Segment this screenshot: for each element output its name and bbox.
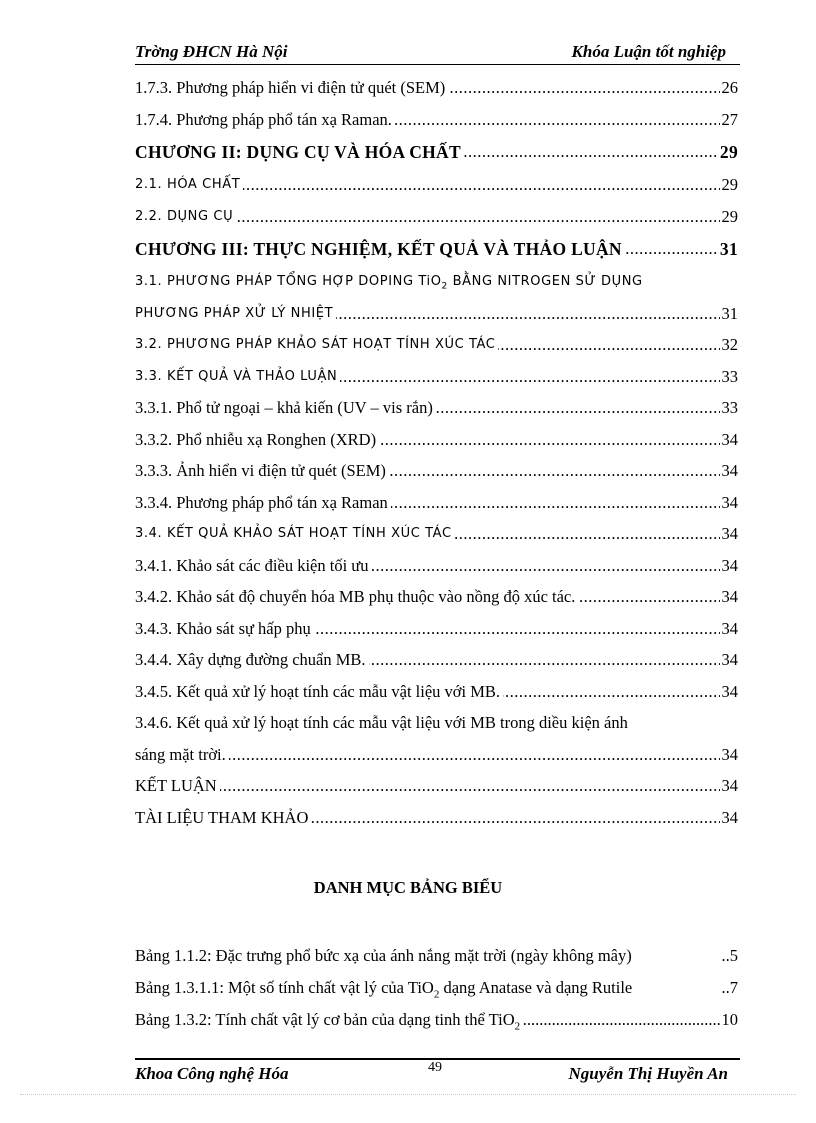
toc-entry-label: CHƯƠNG II: DỤNG CỤ VÀ HÓA CHẤT xyxy=(135,135,464,169)
toc-entry-label: 3.1. PHƯƠNG PHÁP TỔNG HỢP DOPING TiO xyxy=(135,274,442,289)
toc-entry-label: sáng mặt trời. xyxy=(135,739,229,771)
toc-entry-label: 3.4. KẾT QUẢ KHẢO SÁT HOẠT TÍNH XÚC TÁC xyxy=(135,518,455,550)
toc-entry-page: 34 xyxy=(720,676,739,708)
toc-entry xyxy=(135,487,738,519)
toc-entry-page: 34 xyxy=(720,739,739,771)
toc-entry xyxy=(135,613,738,645)
subscript: 2 xyxy=(441,281,448,292)
dot-leader xyxy=(135,770,738,802)
table-entry-page: ..7 xyxy=(720,972,739,1004)
toc-entry xyxy=(135,802,738,834)
toc-entry-label: 3.4.4. Xây dựng đường chuẩn MB. xyxy=(135,644,369,676)
table-entry-label xyxy=(135,1004,522,1042)
toc-entry-label: 3.4.5. Kết quả xử lý hoạt tính các mẫu vật liệu với MB. xyxy=(135,676,503,708)
toc-entry-label: BẰNG NITROGEN SỬ DỤNG xyxy=(447,274,643,289)
toc-entry-page: 34 xyxy=(720,802,739,834)
toc-entry xyxy=(135,104,738,136)
toc-entry-label: PHƯƠNG PHÁP XỬ LÝ NHIỆT xyxy=(135,298,336,330)
toc-entry-label: KẾT LUẬN xyxy=(135,770,220,802)
toc-entry xyxy=(135,518,738,550)
header-thesis: Khóa Luận tốt nghiệp xyxy=(571,42,726,61)
toc-entry-label: 1.7.3. Phương pháp hiển vi điện tử quét (SEM) xyxy=(135,72,448,104)
list-of-tables xyxy=(135,940,738,1036)
header-school: Trờng ĐHCN Hà Nội xyxy=(135,42,288,61)
toc-entry-page: 34 xyxy=(720,518,739,550)
toc-entry-label: 3.3.2. Phổ nhiễu xạ Ronghen (XRD) xyxy=(135,424,379,456)
toc-entry-page: 26 xyxy=(720,72,739,104)
table-entry-page: ..5 xyxy=(720,940,739,972)
toc-entry-label: 1.7.4. Phương pháp phổ tán xạ Raman. xyxy=(135,104,395,136)
toc-entry-page: 31 xyxy=(718,232,738,266)
toc-entry-label: 3.3.1. Phổ tử ngoại – khả kiến (UV – vis rắn) xyxy=(135,392,436,424)
toc-entry-page: 29 xyxy=(720,169,739,201)
page-header xyxy=(135,42,740,65)
toc-entry xyxy=(135,169,738,201)
toc-entry-3-1-line1 xyxy=(135,266,738,298)
subscript: 2 xyxy=(514,1020,521,1033)
toc-entry-3-1-line2 xyxy=(135,298,738,330)
toc-entry-page: 33 xyxy=(720,392,739,424)
toc-entry-page: 34 xyxy=(720,613,739,645)
table-entry-text: Bảng 1.3.2: Tính chất vật lý cơ bản của dạng tinh thể TiO xyxy=(135,1010,515,1029)
table-entry-page: 10 xyxy=(720,1004,739,1036)
toc-entry xyxy=(135,329,738,361)
toc-entry xyxy=(135,201,738,233)
toc-entry xyxy=(135,392,738,424)
table-entry-text: Bảng 1.1.2: Đặc trưng phổ bức xạ của ánh nắng mặt trời (ngày không mây) xyxy=(135,946,632,965)
table-list-entry xyxy=(135,940,738,972)
table-of-contents xyxy=(135,72,738,833)
footer-author: Nguyễn Thị Huyền An xyxy=(568,1064,728,1083)
toc-entry-page: 33 xyxy=(720,361,739,393)
toc-entry-page: 32 xyxy=(720,329,739,361)
toc-entry-page: 34 xyxy=(720,424,739,456)
toc-entry-label: 2.2. DỤNG CỤ xyxy=(135,201,236,233)
page-number: 49 xyxy=(428,1060,442,1075)
toc-entry xyxy=(135,361,738,393)
toc-entry xyxy=(135,676,738,708)
toc-entry-page: 34 xyxy=(720,455,739,487)
toc-entry-label: 3.3.4. Phương pháp phổ tán xạ Raman xyxy=(135,487,391,519)
toc-entry-page: 34 xyxy=(720,487,739,519)
toc-entry-label: 3.4.1. Khảo sát các điều kiện tối ưu xyxy=(135,550,371,582)
toc-entry-page: 34 xyxy=(720,770,739,802)
toc-entry-page: 31 xyxy=(720,298,739,330)
toc-entry xyxy=(135,424,738,456)
toc-entry xyxy=(135,770,738,802)
toc-entry xyxy=(135,72,738,104)
page-footer xyxy=(135,1058,740,1086)
toc-entry-page: 29 xyxy=(718,135,738,169)
toc-entry xyxy=(135,644,738,676)
toc-entry-page: 34 xyxy=(720,644,739,676)
table-entry-text: dạng Anatase và dạng Rutile xyxy=(439,978,633,997)
toc-entry-label: CHƯƠNG III: THỰC NGHIỆM, KẾT QUẢ VÀ THẢO LUẬN xyxy=(135,232,625,266)
toc-entry xyxy=(135,581,738,613)
toc-entry-label: TÀI LIỆU THAM KHẢO xyxy=(135,802,311,834)
toc-entry-page: 27 xyxy=(720,104,739,136)
toc-entry xyxy=(135,550,738,582)
toc-entry-label: 3.4.2. Khảo sát độ chuyển hóa MB phụ thuộc vào nồng độ xúc tác. xyxy=(135,581,578,613)
toc-entry-label: 2.1. HÓA CHẤT xyxy=(135,169,243,201)
toc-entry xyxy=(135,232,738,266)
page-boundary-line xyxy=(20,1094,796,1095)
toc-entry-label: 3.2. PHƯƠNG PHÁP KHẢO SÁT HOẠT TÍNH XÚC TÁC xyxy=(135,329,498,361)
toc-entry-label: 3.3.3. Ảnh hiển vi điện tử quét (SEM) xyxy=(135,455,389,487)
table-entry-text: Bảng 1.3.1.1: Một số tính chất vật lý của TiO xyxy=(135,978,434,997)
toc-entry-label: 3.3. KẾT QUẢ VÀ THẢO LUẬN xyxy=(135,361,340,393)
table-list-entry xyxy=(135,972,738,1004)
footer-faculty: Khoa Công nghệ Hóa xyxy=(135,1064,289,1083)
toc-entry-label: 3.4.3. Khảo sát sự hấp phụ xyxy=(135,613,314,645)
toc-entry xyxy=(135,135,738,169)
toc-entry-page: 34 xyxy=(720,581,739,613)
toc-entry-3-4-6-line1: 3.4.6. Kết quả xử lý hoạt tính các mẫu vật liệu với MB trong diều kiện ánh xyxy=(135,713,628,732)
toc-entry xyxy=(135,455,738,487)
list-of-tables-title: DANH MỤC BẢNG BIỂU xyxy=(313,878,503,897)
toc-entry-page: 34 xyxy=(720,550,739,582)
toc-entry xyxy=(135,739,738,771)
subscript: 2 xyxy=(433,988,440,1001)
table-list-entry xyxy=(135,1004,738,1036)
toc-entry-page: 29 xyxy=(720,201,739,233)
